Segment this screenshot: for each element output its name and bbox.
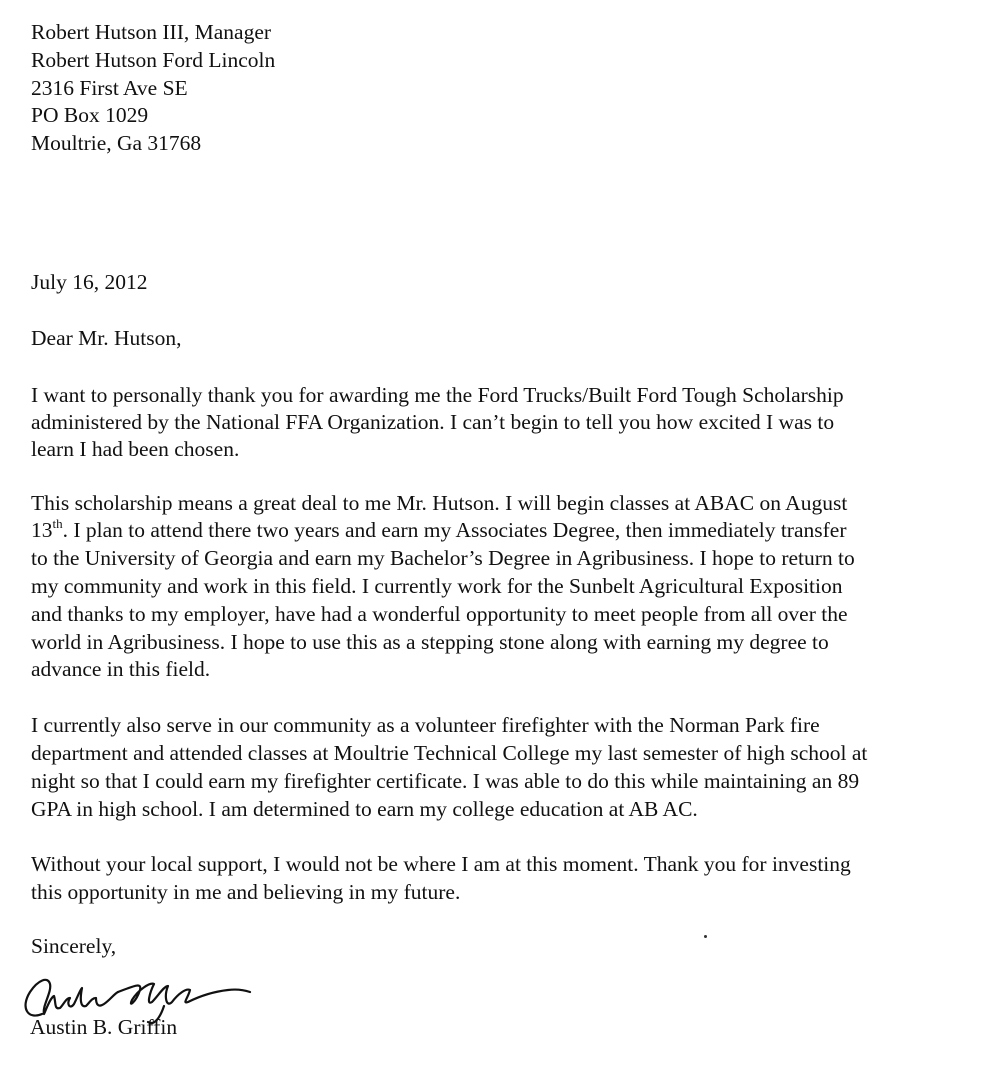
paragraph-line: I currently also serve in our community as a volunteer firefighter with the Norman Park fire	[31, 713, 820, 737]
paragraph-line: GPA in high school. I am determined to earn my college education at AB AC.	[31, 797, 698, 821]
scan-speck	[704, 935, 707, 938]
paragraph-line: department and attended classes at Moultrie Technical College my last semester of high school at	[31, 741, 868, 765]
paragraph-line: this opportunity in me and believing in my future.	[31, 880, 461, 904]
signer-name: Austin B. Griffin	[30, 1015, 178, 1039]
paragraph-line: night so that I could earn my firefighter certificate. I was able to do this while maintaining an 89	[31, 769, 860, 793]
recipient-city-state-zip: Moultrie, Ga 31768	[31, 131, 202, 155]
recipient-company: Robert Hutson Ford Lincoln	[31, 48, 276, 72]
paragraph-line: administered by the National FFA Organization. I can’t begin to tell you how excited I was to	[31, 410, 835, 434]
paragraph-line: and thanks to my employer, have had a wonderful opportunity to meet people from all over the	[31, 602, 848, 626]
line-remainder: . I plan to attend there two years and earn my Associates Degree, then immediately transfer	[62, 518, 847, 542]
closing: Sincerely,	[31, 934, 117, 958]
recipient-street: 2316 First Ave SE	[31, 76, 188, 100]
date-day: 13	[31, 518, 53, 542]
recipient-name-title: Robert Hutson III, Manager	[31, 20, 272, 44]
paragraph-line: world in Agribusiness. I hope to use this as a stepping stone along with earning my degree to	[31, 630, 829, 654]
letter-date: July 16, 2012	[31, 270, 148, 294]
paragraph-line: Without your local support, I would not be where I am at this moment. Thank you for investing	[31, 852, 851, 876]
salutation: Dear Mr. Hutson,	[31, 326, 182, 350]
paragraph-line: advance in this field.	[31, 657, 211, 681]
paragraph-line	[31, 516, 847, 544]
paragraph-line: I want to personally thank you for awarding me the Ford Trucks/Built Ford Tough Scholarship	[31, 383, 844, 407]
ordinal-suffix: th	[52, 516, 63, 531]
paragraph-line: This scholarship means a great deal to me Mr. Hutson. I will begin classes at ABAC on August	[31, 491, 848, 515]
paragraph-line: my community and work in this field. I currently work for the Sunbelt Agricultural Exposition	[31, 574, 843, 598]
paragraph-line: learn I had been chosen.	[31, 437, 240, 461]
paragraph-line: to the University of Georgia and earn my Bachelor’s Degree in Agribusiness. I hope to return to	[31, 546, 855, 570]
recipient-po-box: PO Box 1029	[31, 103, 149, 127]
